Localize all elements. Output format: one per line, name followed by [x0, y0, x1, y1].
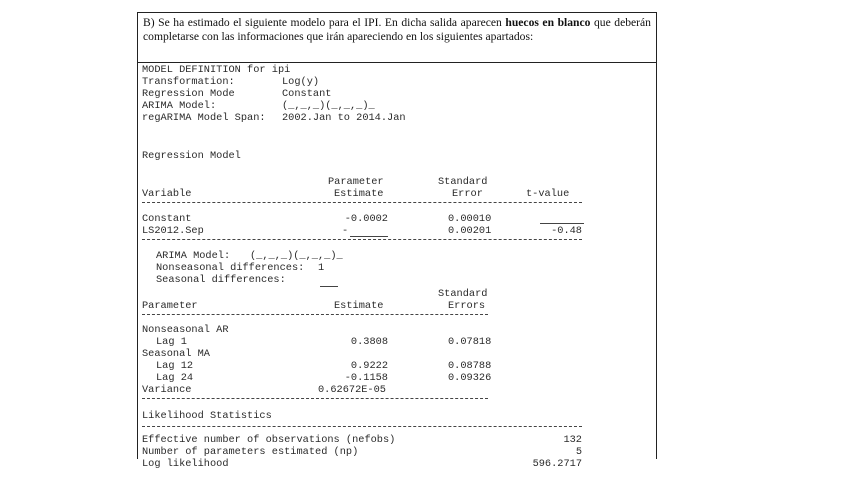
model-definition-title: MODEL DEFINITION for ipi [142, 64, 291, 76]
ma-lag-12-error: 0.08788 [448, 360, 492, 372]
regression-row-ls-error: 0.00201 [448, 225, 492, 237]
ar-lag-1-error: 0.07818 [448, 336, 492, 348]
regression-mode-label: Regression Mode [142, 88, 235, 100]
likelihood-nefobs-value: 132 [563, 434, 582, 446]
regression-header-variable: Variable [142, 188, 192, 200]
tvalue-blank-line [540, 223, 584, 224]
regression-header-estimate: Estimate [334, 188, 384, 200]
log-likelihood-label: Log likelihood [142, 458, 229, 470]
arima-section-model-value: (_,_,_)(_,_,_)_ [250, 250, 343, 262]
estimate-blank-line [350, 236, 388, 237]
arima-header-standard: Standard [438, 288, 488, 300]
likelihood-nefobs-label: Effective number of observations (nefobs) [142, 434, 396, 446]
likelihood-np-label: Number of parameters estimated (np) [142, 446, 359, 458]
seasonal-differences-label: Seasonal differences: [156, 274, 286, 286]
regression-header-parameter: Parameter [328, 176, 384, 188]
regression-row-constant-error: 0.00010 [448, 213, 492, 225]
nonseasonal-ar-group: Nonseasonal AR [142, 324, 229, 336]
seasonal-differences-blank [320, 286, 338, 287]
regression-row-constant-estimate: -0.0002 [344, 213, 388, 225]
regression-header-standard: Standard [438, 176, 488, 188]
nonseasonal-differences-value: 1 [318, 262, 325, 274]
header-text-a: B) Se ha estimado el siguiente modelo para el IPI. En dicha salida aparecen [143, 16, 506, 29]
arima-header-errors: Errors [448, 300, 486, 312]
transformation-value: Log(y) [282, 76, 320, 88]
arima-header-estimate: Estimate [334, 300, 384, 312]
regression-divider [142, 202, 582, 203]
document-page [137, 12, 657, 470]
seasonal-ma-group: Seasonal MA [142, 348, 210, 360]
header-bold-text: huecos en blanco [505, 16, 591, 29]
arima-section-model-label: ARIMA Model: [156, 250, 231, 262]
ar-lag-1-estimate: 0.3808 [350, 336, 388, 348]
regression-header-tvalue: t-value [526, 188, 570, 200]
transformation-label: Transformation: [142, 76, 235, 88]
arima-bottom-divider [142, 398, 488, 399]
arima-divider [142, 314, 488, 315]
log-likelihood-value: 596.2717 [532, 458, 582, 470]
regression-row-constant-variable: Constant [142, 213, 192, 225]
regression-bottom-divider [142, 239, 582, 240]
arima-model-label: ARIMA Model: [142, 100, 217, 112]
header-text-b: que deberán completarse con las informaciones que irán apareciendo en los siguientes apartados: [143, 16, 651, 44]
regression-row-ls-tvalue: -0.48 [551, 225, 582, 237]
ma-lag-24-estimate: -0.1158 [344, 372, 388, 384]
variance-label: Variance [142, 384, 192, 396]
ma-lag-12-label: Lag 12 [156, 360, 194, 372]
regression-row-ls-variable: LS2012.Sep [142, 225, 204, 237]
regression-mode-value: Constant [282, 88, 332, 100]
likelihood-np-value: 5 [575, 446, 582, 458]
model-span-value: 2002.Jan to 2014.Jan [282, 112, 406, 124]
ma-lag-24-error: 0.09326 [448, 372, 492, 384]
ma-lag-24-label: Lag 24 [156, 372, 194, 384]
likelihood-title: Likelihood Statistics [142, 410, 272, 422]
ar-lag-1-label: Lag 1 [156, 336, 187, 348]
question-header [143, 16, 651, 44]
nonseasonal-differences-label: Nonseasonal differences: [156, 262, 305, 274]
arima-header-parameter: Parameter [142, 300, 198, 312]
regression-row-ls-estimate: - [342, 225, 349, 237]
variance-value: 0.62672E-05 [318, 384, 386, 396]
likelihood-divider [142, 426, 582, 427]
regression-header-error: Error [452, 188, 483, 200]
ma-lag-12-estimate: 0.9222 [350, 360, 388, 372]
regression-model-title: Regression Model [142, 150, 241, 162]
header-divider [138, 62, 656, 63]
arima-model-value: (_,_,_)(_,_,_)_ [282, 100, 375, 112]
model-span-label: regARIMA Model Span: [142, 112, 266, 124]
